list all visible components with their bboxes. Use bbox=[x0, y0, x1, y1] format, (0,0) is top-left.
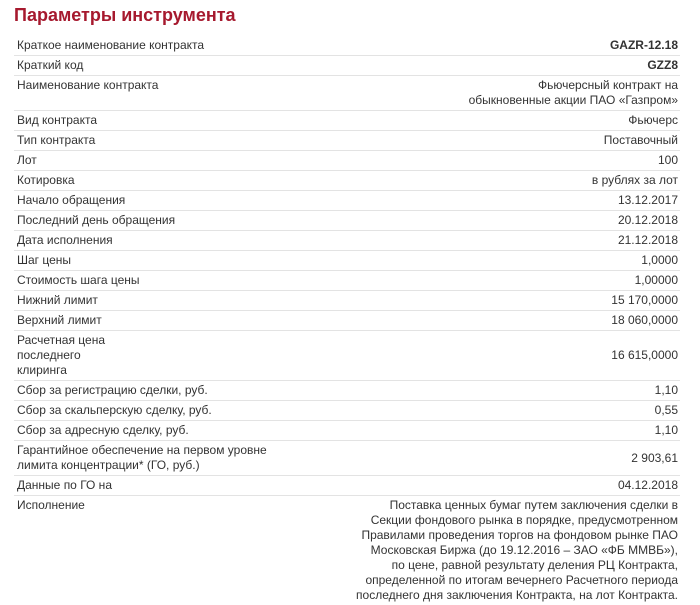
table-row-margin-date bbox=[14, 476, 680, 496]
param-value: 2 903,61 bbox=[347, 441, 680, 476]
param-value: Фьючерсный контракт на обыкновенные акции ПАО «Газпром» bbox=[347, 76, 680, 111]
param-value: 16 615,0000 bbox=[347, 331, 680, 381]
param-value: Поставочный bbox=[347, 131, 680, 151]
instrument-params-table bbox=[14, 36, 680, 605]
param-label: Дата исполнения bbox=[14, 231, 347, 251]
param-value: 1,0000 bbox=[347, 251, 680, 271]
param-value: Фьючерс bbox=[347, 111, 680, 131]
param-value: 15 170,0000 bbox=[347, 291, 680, 311]
param-label: Исполнение bbox=[14, 496, 347, 605]
param-label: Шаг цены bbox=[14, 251, 347, 271]
table-row-lot bbox=[14, 151, 680, 171]
param-value: 1,10 bbox=[347, 381, 680, 401]
table-row-initial-margin bbox=[14, 441, 680, 476]
param-label: Лот bbox=[14, 151, 347, 171]
param-value: 21.12.2018 bbox=[347, 231, 680, 251]
param-label: Расчетная цена последнего клиринга bbox=[14, 331, 347, 381]
table-row-registration-fee bbox=[14, 381, 680, 401]
table-row-upper-limit bbox=[14, 311, 680, 331]
param-label: Гарантийное обеспечение на первом уровне лимита концентрации* (ГО, руб.) bbox=[14, 441, 347, 476]
page-title: Параметры инструмента bbox=[14, 4, 236, 26]
table-row-price-step-value bbox=[14, 271, 680, 291]
param-label: Наименование контракта bbox=[14, 76, 347, 111]
table-row-contract-type bbox=[14, 131, 680, 151]
param-label: Сбор за скальперскую сделку, руб. bbox=[14, 401, 347, 421]
table-row-scalper-fee bbox=[14, 401, 680, 421]
param-label: Котировка bbox=[14, 171, 347, 191]
table-row-contract-kind bbox=[14, 111, 680, 131]
param-label: Последний день обращения bbox=[14, 211, 347, 231]
param-label: Краткий код bbox=[14, 56, 347, 76]
table-row-contract-name bbox=[14, 76, 680, 111]
param-value: в рублях за лот bbox=[347, 171, 680, 191]
param-value: 13.12.2017 bbox=[347, 191, 680, 211]
table-row-trading-start bbox=[14, 191, 680, 211]
param-value: 20.12.2018 bbox=[347, 211, 680, 231]
param-label: Сбор за адресную сделку, руб. bbox=[14, 421, 347, 441]
table-row-settlement-price bbox=[14, 331, 680, 381]
param-label: Начало обращения bbox=[14, 191, 347, 211]
param-value: 0,55 bbox=[347, 401, 680, 421]
param-label: Вид контракта bbox=[14, 111, 347, 131]
table-row-execution bbox=[14, 496, 680, 605]
param-label: Краткое наименование контракта bbox=[14, 36, 347, 56]
param-label: Тип контракта bbox=[14, 131, 347, 151]
table-row-short-name bbox=[14, 36, 680, 56]
param-value: GAZR-12.18 bbox=[347, 36, 680, 56]
table-row-last-trading-day bbox=[14, 211, 680, 231]
param-value: GZZ8 bbox=[347, 56, 680, 76]
table-row-price-step bbox=[14, 251, 680, 271]
param-label: Сбор за регистрацию сделки, руб. bbox=[14, 381, 347, 401]
param-label: Стоимость шага цены bbox=[14, 271, 347, 291]
param-label: Данные по ГО на bbox=[14, 476, 347, 496]
param-value: Поставка ценных бумаг путем заключения сделки в Секции фондового рынка в порядке, предусмотренном Правилами проведения торгов на фондовом рынке ПАО Московская Биржа (до 19.12.2016 – ЗАО «ФБ ММВБ»), по цене, равной результату деления РЦ Контракта, определенной по итогам вечернего Расчетного периода последнего дня заключения Контракта, на лот Контракта. bbox=[347, 496, 680, 605]
table-row-quotation bbox=[14, 171, 680, 191]
param-value: 1,00000 bbox=[347, 271, 680, 291]
param-label: Верхний лимит bbox=[14, 311, 347, 331]
param-label: Нижний лимит bbox=[14, 291, 347, 311]
table-row-short-code bbox=[14, 56, 680, 76]
param-value: 18 060,0000 bbox=[347, 311, 680, 331]
param-value: 04.12.2018 bbox=[347, 476, 680, 496]
table-row-execution-date bbox=[14, 231, 680, 251]
table-row-lower-limit bbox=[14, 291, 680, 311]
param-value: 100 bbox=[347, 151, 680, 171]
param-value: 1,10 bbox=[347, 421, 680, 441]
table-row-address-fee bbox=[14, 421, 680, 441]
